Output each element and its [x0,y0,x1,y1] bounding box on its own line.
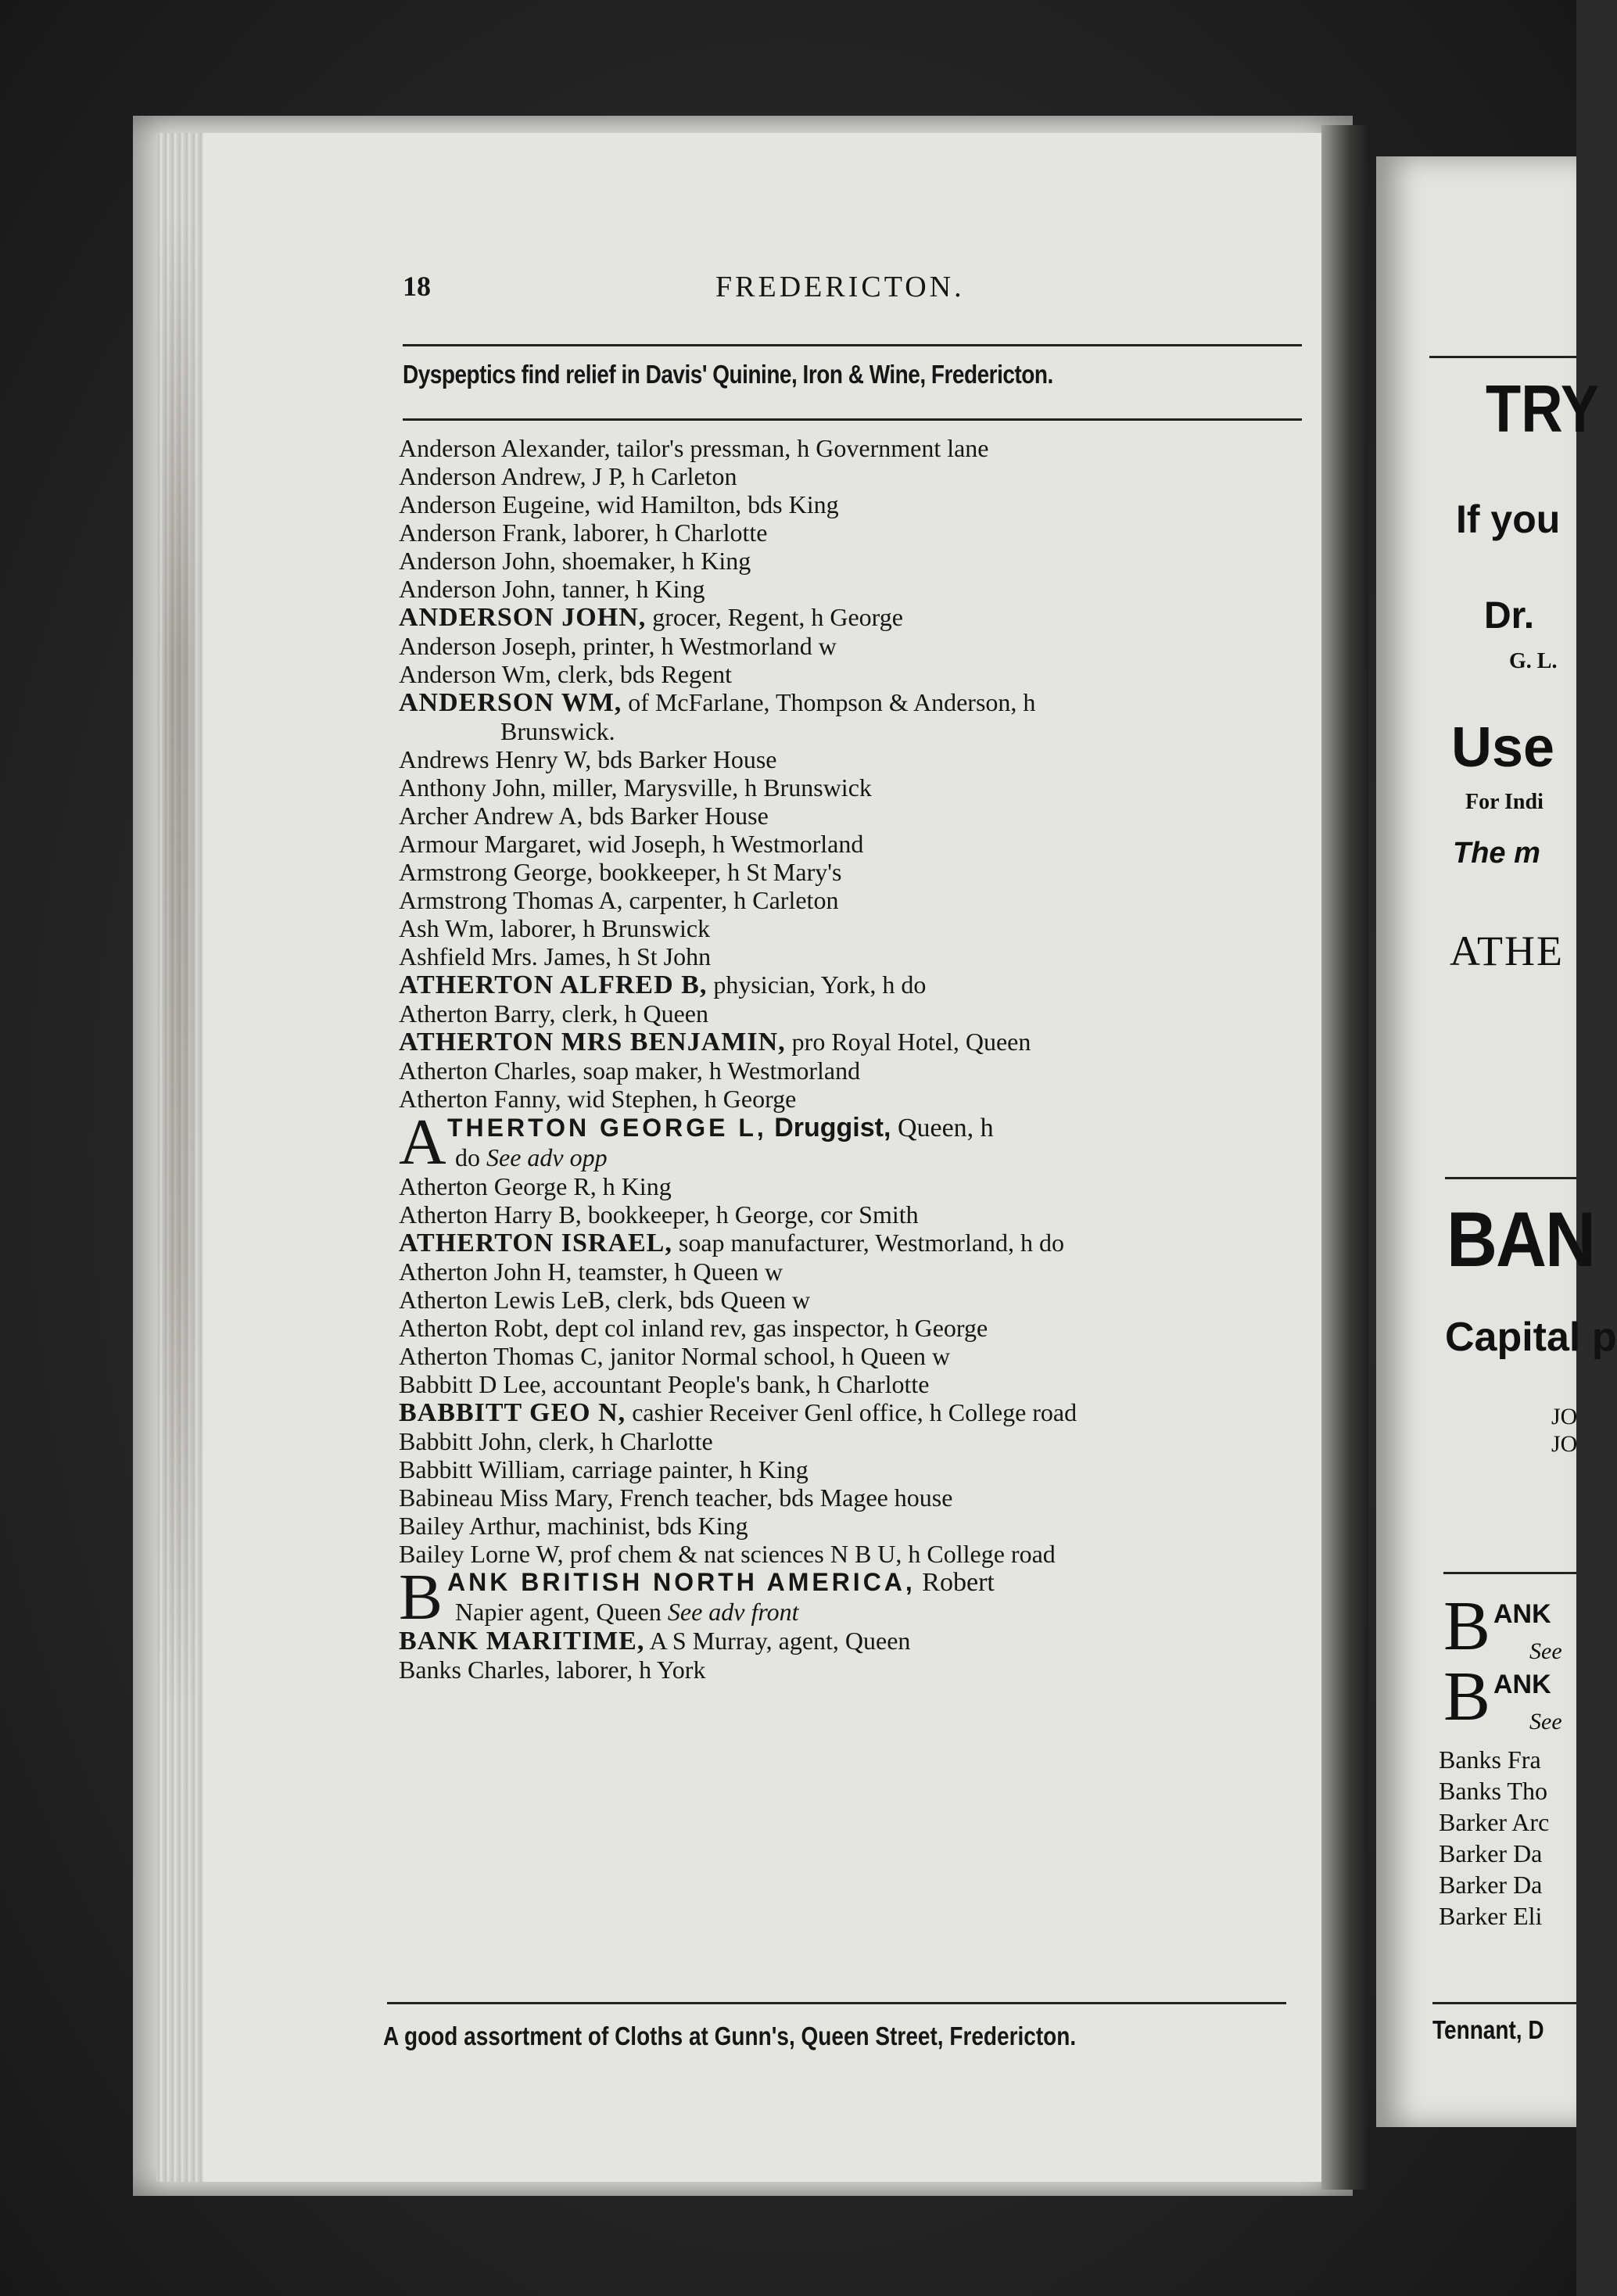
entry-text: soap manufacturer, Westmorland, h do [672,1229,1065,1257]
entry-text: Armour Margaret, wid Joseph, h Westmorland [399,830,864,858]
directory-entry [399,1085,1314,1113]
right-dropcap-b-2: B [1443,1658,1491,1735]
right-list-item: Banks Fra [1439,1745,1541,1774]
directory-entry [399,970,1314,999]
right-bank-1: ANK [1493,1599,1551,1629]
entry-text: Atherton Fanny, wid Stephen, h George [399,1085,797,1113]
entry-text: Ashfield Mrs. James, h St John [399,942,712,970]
right-for-indi: For Indi [1465,790,1544,814]
directory-entry [399,1172,1314,1200]
right-the-m: The m [1453,837,1540,870]
entry-detail: Robert [915,1568,995,1597]
entry-text: Bailey Lorne W, prof chem & nat sciences N B U, h College road [399,1540,1056,1568]
right-list-item: Banks Tho [1439,1777,1547,1805]
entry-text: Armstrong Thomas A, carpenter, h Carleton [399,886,839,914]
right-dropcap-b-1: B [1443,1587,1491,1665]
directory-entry [399,1656,1314,1684]
directory-entry [399,1229,1314,1257]
right-list-item: Barker Arc [1439,1808,1550,1836]
directory-entry [399,1057,1314,1085]
entry-text: Atherton Harry B, bookkeeper, h George, cor Smith [399,1200,919,1229]
right-list-item: Barker Da [1439,1871,1543,1899]
directory-entry [399,773,1314,802]
directory-entry [399,1483,1314,1512]
directory-entry [399,1512,1314,1540]
entry-text: Anderson Eugeine, wid Hamilton, bds King [399,490,839,518]
directory-entry [399,1314,1314,1342]
directory-entry [399,717,1314,745]
entry-text: Armstrong George, bookkeeper, h St Mary's [399,858,842,886]
entry-text: Babbitt John, clerk, h Charlotte [399,1427,713,1455]
right-list-item: Barker Da [1439,1839,1543,1867]
right-jo-2: JO [1551,1431,1578,1457]
directory-entry [399,942,1314,970]
entry-name: ATHERTON MRS BENJAMIN, [399,1028,786,1057]
right-rule-top [1429,356,1576,358]
entry-text: Anderson John, shoemaker, h King [399,547,751,575]
entry-trade: Druggist, [766,1113,891,1143]
right-name-list [1439,1744,1549,1932]
header-rule [403,344,1302,346]
entry-text: Babbitt William, carriage painter, h King [399,1455,808,1483]
page-stain [164,219,192,1705]
directory-entry [399,1257,1314,1286]
directory-entry [399,1540,1314,1568]
directory-entry [399,462,1314,490]
entry-text: Atherton Lewis LeB, clerk, bds Queen w [399,1286,811,1314]
directory-entry [399,547,1314,575]
right-footer: Tennant, D [1432,2014,1544,2044]
entry-text: Archer Andrew A, bds Barker House [399,802,769,830]
entry-name: ATHERTON ALFRED B, [399,970,708,999]
right-use: Use [1451,716,1555,779]
book-gutter [1321,125,1368,2190]
entry-text: Atherton Robt, dept col inland rev, gas inspector, h George [399,1314,988,1342]
entry-text: Atherton Charles, soap maker, h Westmorland [399,1057,861,1085]
directory-entry [399,858,1314,886]
directory-entry [399,830,1314,858]
running-title: FREDERICTON. [715,271,965,303]
directory-entry [399,1627,1314,1656]
directory-entry [399,660,1314,688]
dropcap-letter: A [399,1106,446,1178]
directory-entry [399,1370,1314,1398]
directory-entry [399,1286,1314,1314]
directory-entry [399,1398,1314,1427]
bottom-advert-banner: A good assortment of Cloths at Gunn's, Queen Street, Fredericton. [383,2022,1077,2051]
entry-text: Andrews Henry W, bds Barker House [399,745,777,773]
entry-name: ANK BRITISH NORTH AMERICA, [447,1568,916,1596]
entry-text: A S Murray, agent, Queen [644,1627,911,1655]
footer-rule [387,2002,1286,2004]
entry-detail-cont: do [455,1143,486,1171]
right-bank-2: ANK [1493,1670,1551,1699]
right-rule-bottom [1432,2002,1576,2004]
entry-text: Anthony John, miller, Marysville, h Brunswick [399,773,872,802]
directory-entry [399,688,1314,717]
entry-detail: Queen, h [891,1114,994,1143]
directory-entry [399,518,1314,547]
entry-name: THERTON GEORGE L, [447,1114,767,1142]
dropcap-entry-bank-british [399,1561,1314,1634]
right-athe: ATHE [1450,927,1564,974]
entry-text: Anderson John, tanner, h King [399,575,705,603]
entry-text: Anderson Andrew, J P, h Carleton [399,462,737,490]
entry-text: grocer, Regent, h George [646,603,903,631]
directory-entry [399,1342,1314,1370]
right-rule-mid [1445,1177,1576,1179]
directory-entry [399,603,1314,632]
directory-entries [399,434,1314,1684]
right-if-you: If you [1456,497,1561,541]
directory-entry [399,490,1314,518]
page-header [403,270,1302,309]
right-jo-1: JO [1551,1404,1578,1430]
entry-see-adv: See adv front [667,1598,799,1626]
right-list-item: Barker Eli [1439,1902,1543,1930]
entry-text: of McFarlane, Thompson & Anderson, h [622,688,1036,716]
entry-text: Anderson Alexander, tailor's pressman, h Government lane [399,434,989,462]
right-dr: Dr. [1484,595,1535,637]
entry-name: BANK MARITIME, [399,1627,645,1656]
entry-text: pro Royal Hotel, Queen [785,1028,1031,1056]
directory-entry [399,1028,1314,1057]
right-gl: G. L. [1509,649,1558,673]
entry-text: Banks Charles, laborer, h York [399,1656,706,1684]
entry-text: Babineau Miss Mary, French teacher, bds Magee house [399,1483,953,1512]
directory-entry [399,1455,1314,1483]
entry-text: Atherton Barry, clerk, h Queen [399,999,708,1028]
banner-rule [403,418,1302,421]
right-see-1: See [1529,1638,1562,1664]
top-advert-banner: Dyspeptics find relief in Davis' Quinine, Iron & Wine, Fredericton. [403,360,1053,389]
entry-text: Ash Wm, laborer, h Brunswick [399,914,711,942]
entry-text: physician, York, h do [707,970,927,999]
page-number: 18 [403,271,431,302]
right-bank-heading: BAN [1447,1196,1594,1283]
directory-entry [399,999,1314,1028]
directory-entry [399,886,1314,914]
right-rule-lower [1443,1572,1576,1574]
entry-text: Bailey Arthur, machinist, bds King [399,1512,748,1540]
directory-entry [399,914,1314,942]
entry-text: Atherton George R, h King [399,1172,672,1200]
entry-text: Babbitt D Lee, accountant People's bank, h Charlotte [399,1370,930,1398]
entry-name: ATHERTON ISRAEL, [399,1229,672,1257]
dropcap-letter: B [399,1561,443,1634]
entry-see-adv: See adv opp [486,1143,608,1171]
entry-text: Anderson Joseph, printer, h Westmorland w [399,632,837,660]
entry-text: Atherton Thomas C, janitor Normal school, h Queen w [399,1342,951,1370]
directory-entry [399,745,1314,773]
entry-text: cashier Receiver Genl office, h College road [626,1398,1077,1426]
entry-text: Brunswick. [500,717,615,745]
directory-entry [399,1200,1314,1229]
directory-entry [399,632,1314,660]
directory-entry [399,575,1314,603]
right-capital: Capital p [1445,1315,1617,1360]
entry-name: BABBITT GEO N, [399,1398,626,1427]
right-see-2: See [1529,1709,1562,1735]
entry-detail-cont: Napier agent, Queen [455,1598,668,1626]
right-try-heading: TRY [1486,371,1600,447]
directory-entry [399,1427,1314,1455]
directory-entry [399,802,1314,830]
entry-text: Anderson Frank, laborer, h Charlotte [399,518,768,547]
entry-text: Anderson Wm, clerk, bds Regent [399,660,732,688]
dropcap-entry-atherton-george [399,1106,1314,1178]
directory-entry [399,434,1314,462]
entry-name: ANDERSON JOHN, [399,603,647,632]
entry-text: Atherton John H, teamster, h Queen w [399,1257,783,1286]
entry-name: ANDERSON WM, [399,688,622,717]
